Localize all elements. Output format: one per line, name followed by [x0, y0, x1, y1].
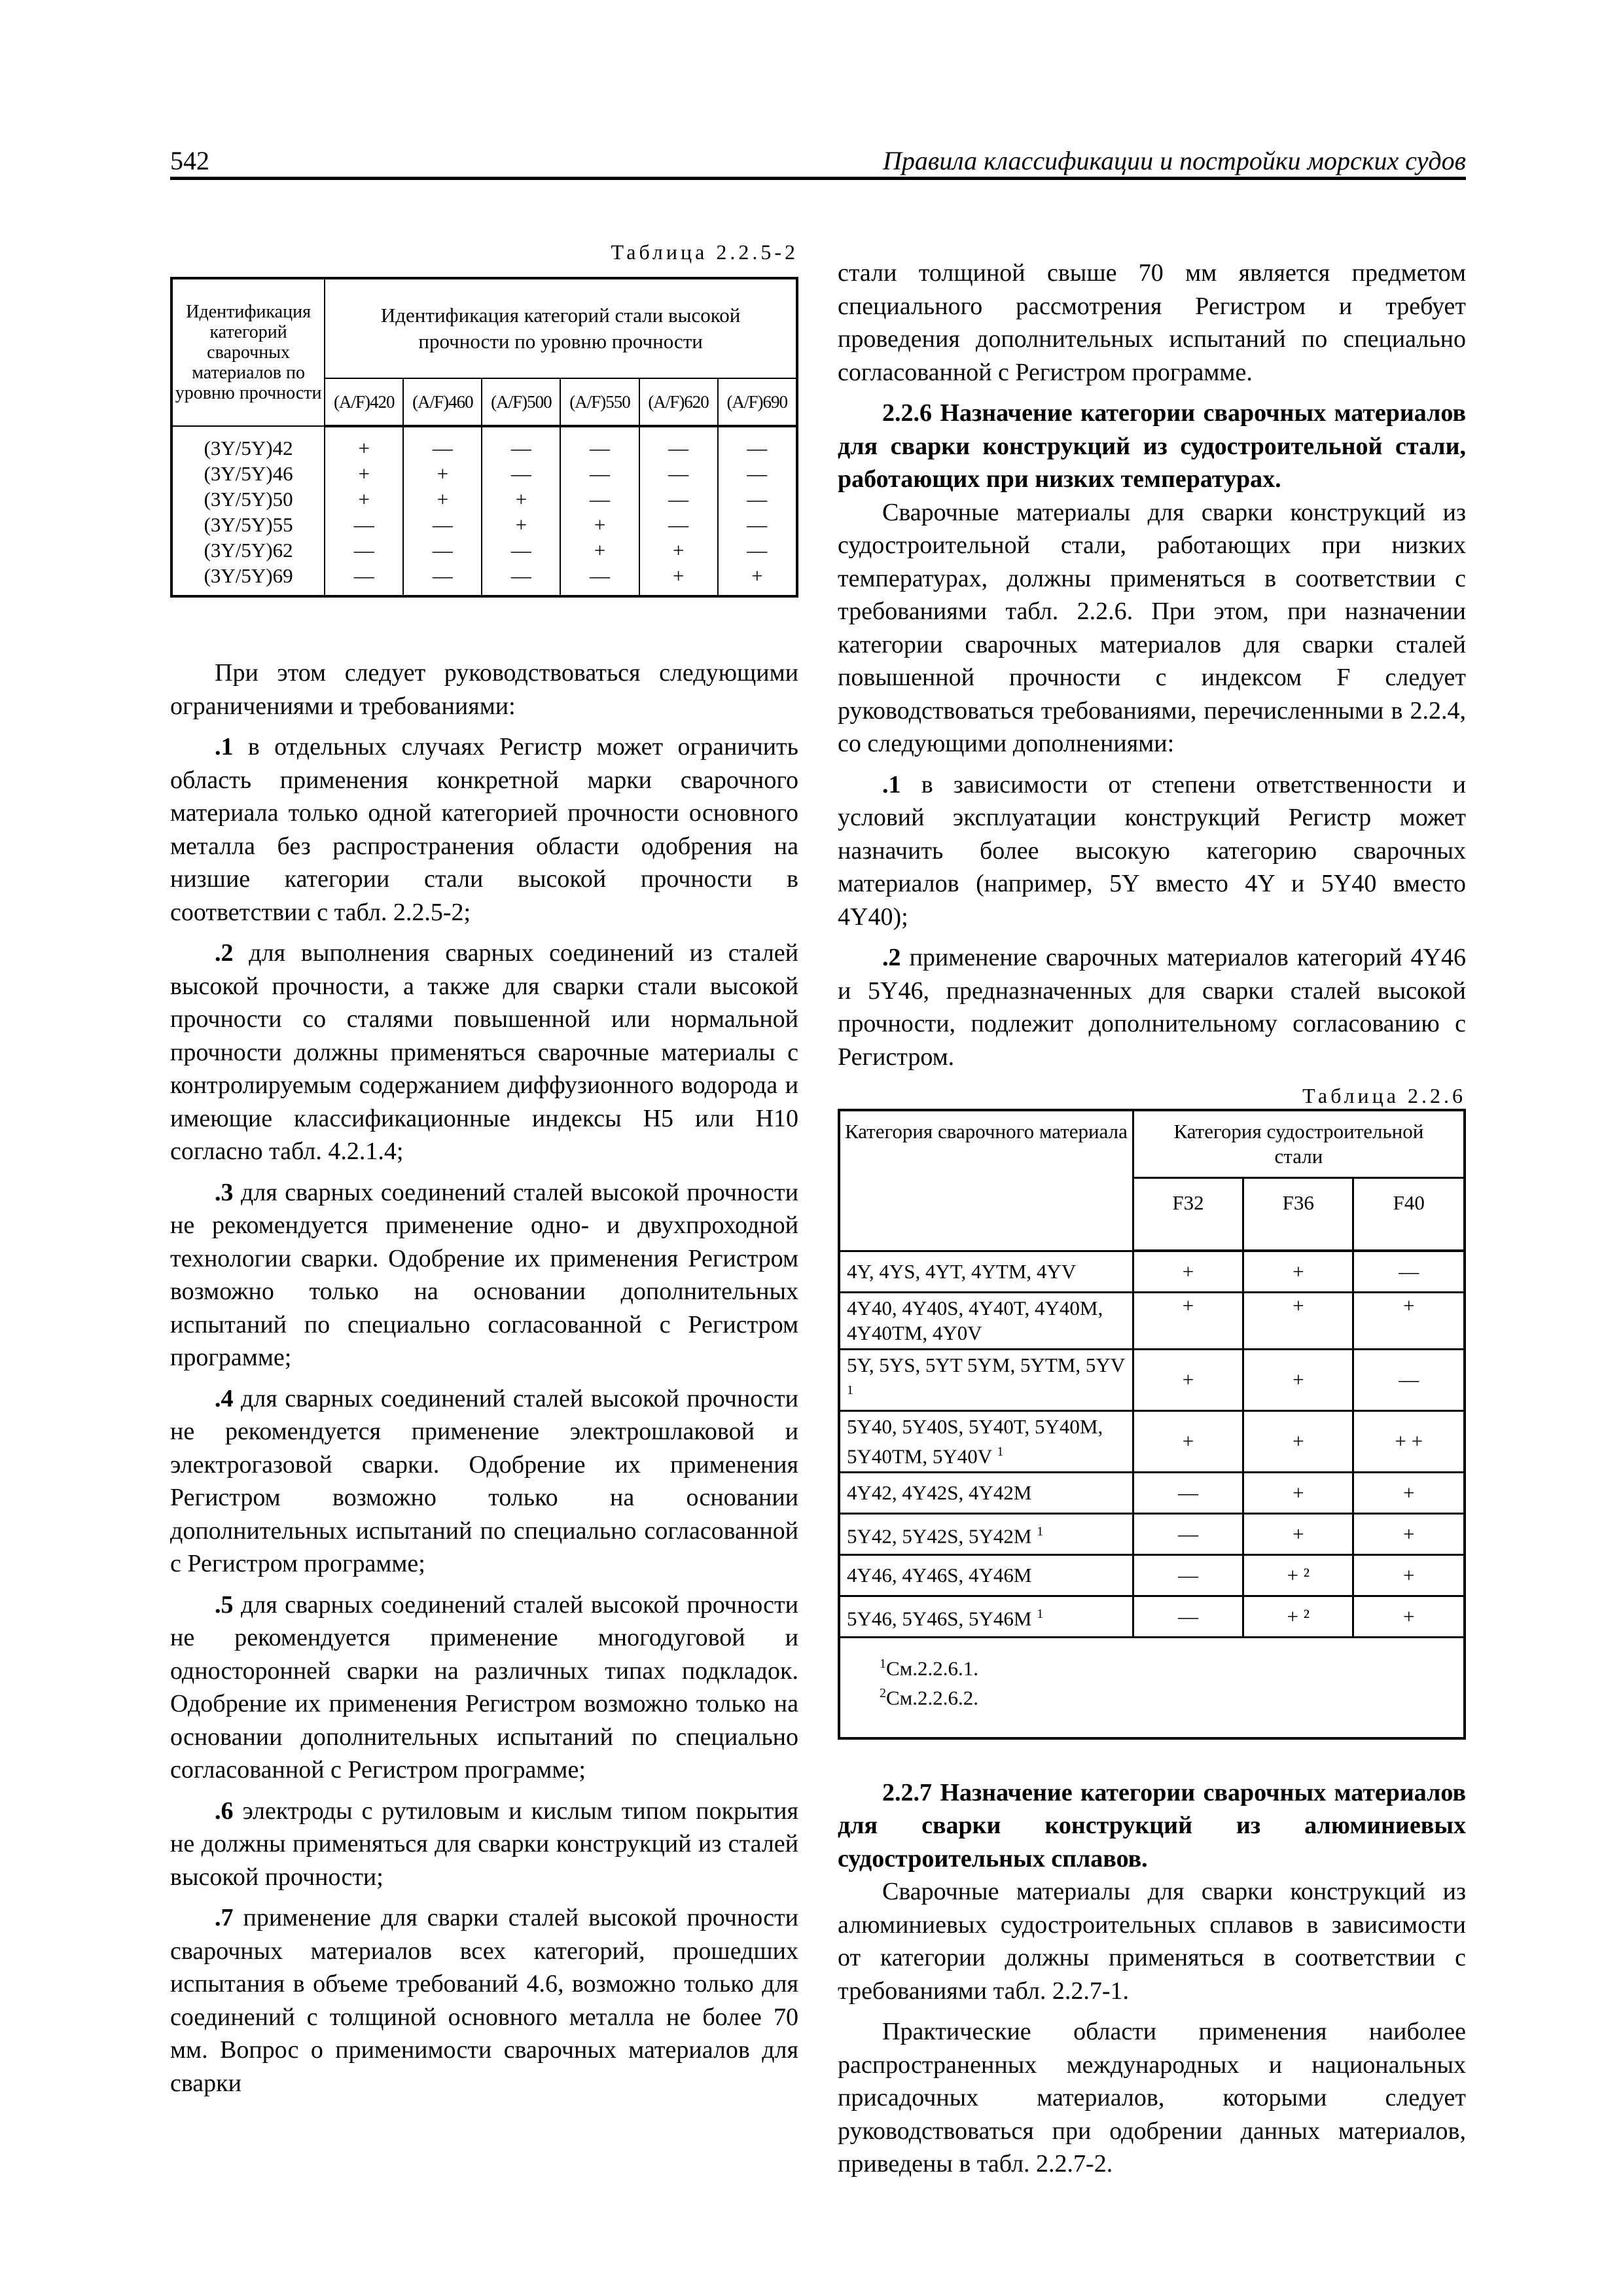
table-cell: —	[639, 461, 718, 486]
list-item	[170, 1901, 798, 2100]
label-text: 4Y46, 4Y46S, 4Y46M	[847, 1564, 1032, 1587]
table-row	[171, 512, 797, 537]
heading-text: 2.2.7 Назначение категории сварочных материалов для сварки конструкций из алюминиевых судостроительных сплавов.	[838, 1778, 1466, 1873]
table-cell: —	[639, 486, 718, 512]
table-cell: —	[1353, 1349, 1465, 1410]
footnote-mark: 2	[880, 1686, 886, 1701]
item-number: .1	[882, 770, 901, 798]
table-cell: + ²	[1243, 1596, 1353, 1638]
table-cell: +	[1243, 1410, 1353, 1472]
left-column	[170, 239, 798, 2100]
table-row	[839, 1251, 1465, 1292]
table-cell: —	[403, 537, 482, 563]
table-cell: +	[1353, 1596, 1465, 1638]
item-number: .4	[215, 1384, 234, 1412]
item-text: для выполнения сварных соединений из сталей высокой прочности, а также для сварки стали высокой прочности со сталями повышенной или нормальной прочности должны применяться сварочные материалы с контролируемым содержанием диффузионного водорода и имеющие классификационные индексы H5 или H10 согласно табл. 4.2.1.4;	[170, 939, 798, 1165]
column-header: (A/F)690	[718, 378, 797, 426]
table-cell: —	[325, 563, 403, 596]
table-row	[171, 537, 797, 563]
table-cell: +	[1133, 1349, 1243, 1410]
table-cell: +	[718, 563, 797, 596]
heading-text: 2.2.6 Назначение категории сварочных материалов для сварки конструкций из судостроительной стали, работающих при низких температурах.	[838, 399, 1466, 493]
row-header: Категория сварочного материала	[839, 1110, 1133, 1251]
table-row	[839, 1473, 1465, 1514]
table-cell: +	[1243, 1292, 1353, 1349]
section-heading-2-2-6	[838, 397, 1466, 496]
row-label: (3Y/5Y)50	[171, 486, 325, 512]
table-cell: +	[639, 563, 718, 596]
table-cell: +	[1353, 1555, 1465, 1596]
table-cell: —	[1353, 1251, 1465, 1292]
intro-paragraph: При этом следует руководствоваться следующими ограничениями и требованиями:	[170, 659, 798, 720]
table-cell: +	[1133, 1292, 1243, 1349]
table-cell: —	[560, 426, 639, 461]
table-cell: —	[639, 426, 718, 461]
table-cell: —	[403, 563, 482, 596]
table-cell: + +	[1353, 1410, 1465, 1472]
table-cell: —	[482, 426, 560, 461]
row-label	[839, 1555, 1133, 1596]
table-cell: +	[560, 537, 639, 563]
column-header: (A/F)550	[560, 378, 639, 426]
row-label	[839, 1292, 1133, 1349]
item-number: .2	[215, 939, 234, 967]
table-row	[839, 1410, 1465, 1472]
table-cell: —	[1133, 1555, 1243, 1596]
item-number: .2	[882, 944, 901, 971]
list-item	[838, 941, 1466, 1073]
running-title: Правила классификации и постройки морских судов	[882, 146, 1466, 175]
item-text: электроды с рутиловым и кислым типом покрытия не должны применяться для сварки конструкций из сталей высокой прочности;	[170, 1797, 798, 1891]
label-text: 5Y40, 5Y40S, 5Y40T, 5Y40M, 5Y40TM, 5Y40V	[847, 1414, 1103, 1468]
table-cell: +	[325, 486, 403, 512]
item-text: применение для сварки сталей высокой прочности сварочных материалов всех категорий, прошедших испытания в объеме требований 4.6, возможно только для соединений с толщиной основного металла не более 70 мм. Вопрос о применимости сварочных материалов для сварки	[170, 1904, 798, 2097]
list-item	[170, 1176, 798, 1374]
paragraph: Сварочные материалы для сварки конструкций из алюминиевых судостроительных сплавов в зависимости от категории должны применяться в соответствии с требованиями табл. 2.2.7-1.	[838, 1878, 1466, 2005]
table-cell: —	[482, 461, 560, 486]
table-cell: +	[1243, 1473, 1353, 1514]
footnote-mark: 1	[880, 1657, 886, 1672]
group-header: Идентификация категорий стали высокой прочности по уровню прочности	[325, 278, 797, 378]
table-cell: —	[325, 537, 403, 563]
footnote-ref: 1	[997, 1444, 1004, 1459]
table-cell: +	[403, 461, 482, 486]
list-item	[838, 768, 1466, 934]
row-label: (3Y/5Y)46	[171, 461, 325, 486]
row-label: (3Y/5Y)62	[171, 537, 325, 563]
column-header: (A/F)460	[403, 378, 482, 426]
table-cell: +	[1133, 1410, 1243, 1472]
label-text: 5Y, 5YS, 5YT 5YM, 5YTM, 5YV	[847, 1353, 1125, 1376]
footnote-text: См.2.2.6.2.	[886, 1686, 979, 1710]
row-label: (3Y/5Y)42	[171, 426, 325, 461]
table-2-2-6	[838, 1109, 1466, 1740]
column-header: F32	[1133, 1178, 1243, 1251]
table-cell: +	[1243, 1514, 1353, 1555]
table-caption: Таблица 2.2.5-2	[611, 240, 798, 264]
page-number: 542	[170, 146, 209, 175]
table-notes	[839, 1638, 1465, 1738]
table-cell: —	[482, 563, 560, 596]
label-text: 4Y40, 4Y40S, 4Y40T, 4Y40M, 4Y40TM, 4Y0V	[847, 1296, 1103, 1344]
paragraph: Сварочные материалы для сварки конструкций из судостроительной стали, работающих при низких температурах, должны применяться в соответствии с требованиями табл. 2.2.6. При этом, при назначении категории сварочных материалов для сварки сталей повышенной прочности с индексом F следует руководствоваться требованиями, перечисленными в 2.2.4, со следующими дополнениями:	[838, 498, 1466, 757]
table-cell: +	[403, 486, 482, 512]
table-cell: —	[718, 537, 797, 563]
item-number: .1	[215, 733, 234, 761]
table-cell: —	[560, 563, 639, 596]
right-column	[838, 257, 1466, 2181]
section-heading-2-2-7	[838, 1776, 1466, 1876]
list-item	[170, 1588, 798, 1787]
table-row	[839, 1292, 1465, 1349]
row-header: Идентификация категорий сварочных материалов по уровню прочности	[171, 278, 325, 426]
table-cell: —	[325, 512, 403, 537]
table-cell: +	[325, 461, 403, 486]
table-cell: +	[560, 512, 639, 537]
table-cell: —	[1133, 1473, 1243, 1514]
table-cell: +	[1133, 1251, 1243, 1292]
table-cell: —	[718, 426, 797, 461]
footnote-ref: 1	[1037, 1524, 1044, 1539]
label-text: 5Y46, 5Y46S, 5Y46M	[847, 1607, 1032, 1630]
item-number: .7	[215, 1904, 234, 1931]
footnote	[880, 1651, 1424, 1681]
table-row	[171, 486, 797, 512]
label-text: 4Y42, 4Y42S, 4Y42M	[847, 1481, 1032, 1505]
list-item	[170, 1382, 798, 1581]
footnote	[880, 1681, 1424, 1710]
table-row	[171, 426, 797, 461]
table-cell: +	[482, 486, 560, 512]
continuation-paragraph: стали толщиной свыше 70 мм является предметом специального рассмотрения Регистром и требует проведения дополнительных испытаний по специально согласованной с Регистром программе.	[838, 259, 1466, 386]
table-cell: —	[1133, 1596, 1243, 1638]
table-cell: +	[482, 512, 560, 537]
table-cell: +	[325, 426, 403, 461]
row-label	[839, 1349, 1133, 1410]
table-cell: —	[403, 512, 482, 537]
item-text: в отдельных случаях Регистр может ограничить область применения конкретной марки сварочного материала только одной категорией прочности основного металла без распространения области одобрения на низшие категории стали высокой прочности в соответствии с табл. 2.2.5-2;	[170, 733, 798, 926]
table-cell: +	[639, 537, 718, 563]
table-cell: —	[718, 461, 797, 486]
column-header: F36	[1243, 1178, 1353, 1251]
footnote-ref: 1	[847, 1382, 853, 1397]
item-number: .5	[215, 1590, 234, 1619]
table-row	[839, 1555, 1465, 1596]
item-text: для сварных соединений сталей высокой прочности не рекомендуется применение одно- и двухпроходной технологии сварки. Одобрение их применения Регистром возможно только на основании дополнительных испытаний по специально согласованной с Регистром программе;	[170, 1178, 798, 1371]
table-cell: —	[560, 461, 639, 486]
row-label	[839, 1473, 1133, 1514]
table-cell: —	[560, 486, 639, 512]
table-caption: Таблица 2.2.6	[1302, 1084, 1466, 1107]
list-item	[170, 730, 798, 929]
table-row	[171, 563, 797, 596]
table-cell: —	[718, 486, 797, 512]
column-header: (A/F)620	[639, 378, 718, 426]
footnote-text: См.2.2.6.1.	[886, 1657, 979, 1680]
table-cell: —	[639, 512, 718, 537]
table-row	[839, 1349, 1465, 1410]
label-text: 4Y, 4YS, 4YT, 4YTM, 4YV	[847, 1259, 1077, 1283]
row-label: (3Y/5Y)55	[171, 512, 325, 537]
list-item	[170, 937, 798, 1168]
item-text: в зависимости от степени ответственности и условий эксплуатации конструкций Регистр может назначить более высокую категорию сварочных материалов (например, 5Y вместо 4Y и 5Y40 вместо 4Y40);	[838, 770, 1466, 931]
item-text: применение сварочных материалов категорий 4Y46 и 5Y46, предназначенных для сварки сталей высокой прочности, подлежит дополнительному согласованию с Регистром.	[838, 944, 1466, 1071]
row-label	[839, 1514, 1133, 1555]
label-text: 5Y42, 5Y42S, 5Y42M	[847, 1524, 1032, 1548]
table-cell: —	[482, 537, 560, 563]
table-cell: —	[1133, 1514, 1243, 1555]
table-row	[839, 1596, 1465, 1638]
item-number: .3	[215, 1178, 234, 1206]
table-cell: +	[1353, 1514, 1465, 1555]
column-header: (A/F)500	[482, 378, 560, 426]
paragraph: Практические области применения наиболее распространенных международных и национальных присадочных материалов, которыми следует руководствоваться при одобрении данных материалов, приведены в табл. 2.2.7-2.	[838, 2018, 1466, 2178]
table-cell: +	[1353, 1292, 1465, 1349]
table-cell: —	[403, 426, 482, 461]
list-item	[170, 1795, 798, 1894]
table-cell: + ²	[1243, 1555, 1353, 1596]
row-label	[839, 1251, 1133, 1292]
row-label	[839, 1596, 1133, 1638]
header-rule	[170, 177, 1466, 180]
table-cell: —	[718, 512, 797, 537]
table-cell: +	[1243, 1349, 1353, 1410]
row-label	[839, 1410, 1133, 1472]
table-row	[171, 461, 797, 486]
item-text: для сварных соединений сталей высокой прочности не рекомендуется применение многодуговой и односторонней сварки на различных типах подкладок. Одобрение их применения Регистром возможно только на основании дополнительных испытаний по специально согласованной с Регистром программе;	[170, 1590, 798, 1784]
table-2-2-5-2	[170, 277, 798, 598]
group-header: Категория судостроительной стали	[1133, 1110, 1465, 1178]
table-row	[839, 1514, 1465, 1555]
table-cell: +	[1353, 1473, 1465, 1514]
row-label: (3Y/5Y)69	[171, 563, 325, 596]
column-header: F40	[1353, 1178, 1465, 1251]
footnote-ref: 1	[1037, 1607, 1044, 1622]
item-number: .6	[215, 1797, 234, 1825]
table-cell: +	[1243, 1251, 1353, 1292]
column-header: (A/F)420	[325, 378, 403, 426]
item-text: для сварных соединений сталей высокой прочности не рекомендуется применение электрошлаковой и электрогазовой сварки. Одобрение их применения Регистром возможно только на основании дополнительных испытаний по специально согласованной с Регистром программе;	[170, 1384, 798, 1577]
